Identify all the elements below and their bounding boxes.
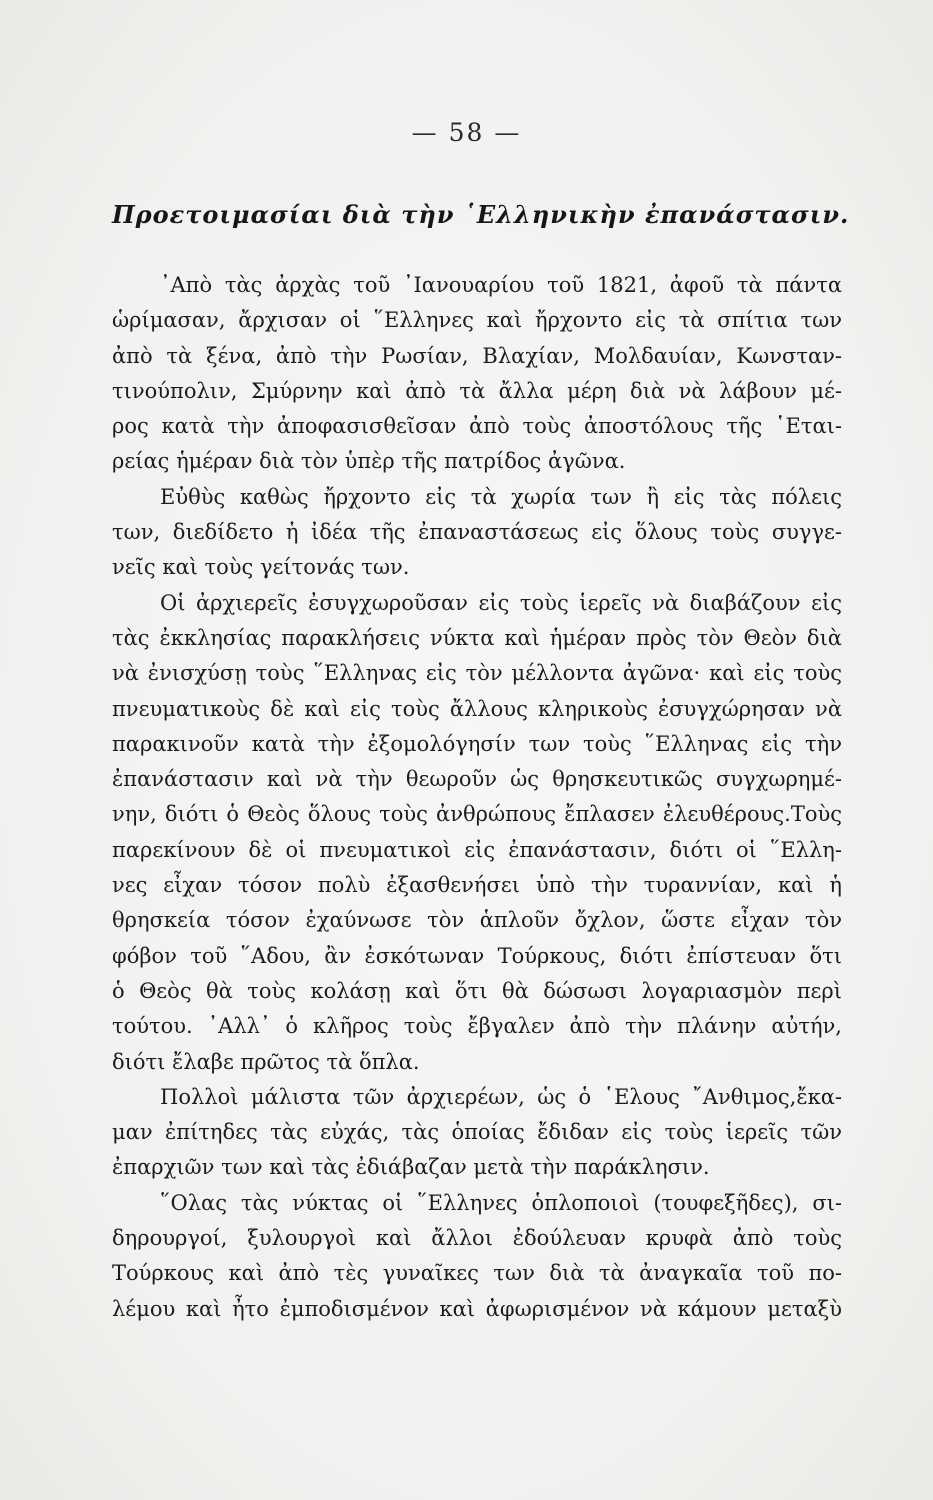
text-line: φόβον τοῦ ῞Αδου, ἂν ἐσκότωναν Τούρκους, διότι ἐπίστευαν ὅτι	[112, 943, 842, 968]
text-line: παρακινοῦν κατὰ τὴν ἐξομολόγησίν των τοὺς ῞Ελληνας εἰς τὴν	[112, 731, 842, 756]
text-line: Εὐθὺς καθὼς ἤρχοντο εἰς τὰ χωρία των ἢ εἰς τὰς πόλεις	[160, 484, 842, 509]
text-line: νες εἶχαν τόσον πολὺ ἐξασθενήσει ὑπὸ τὴν τυραννίαν, καὶ ἡ	[112, 873, 842, 898]
text-line: δηρουργοί, ξυλουργοὶ καὶ ἄλλοι ἐδούλευαν κρυφὰ ἀπὸ τοὺς	[112, 1226, 842, 1251]
text-line: νεῖς καὶ τοὺς γείτονάς των.	[112, 555, 410, 580]
text-line: τινούπολιν, Σμύρνην καὶ ἀπὸ τὰ ἄλλα μέρη διὰ νὰ λάβουν μέ-	[112, 378, 842, 403]
text-line: πνευματικοὺς δὲ καὶ εἰς τοὺς ἄλλους κληρικοὺς ἐσυγχώρησαν νὰ	[112, 696, 842, 721]
text-line: θρησκεία τόσον ἐχαύνωσε τὸν ἁπλοῦν ὄχλον, ὥστε εἶχαν τὸν	[112, 908, 842, 933]
text-line: των, διεδίδετο ἡ ἰδέα τῆς ἐπαναστάσεως εἰς ὅλους τοὺς συγγε-	[112, 520, 842, 545]
text-line: μαν ἐπίτηδες τὰς εὐχάς, τὰς ὁποίας ἔδιδαν εἰς τοὺς ἱερεῖς τῶν	[112, 1120, 842, 1145]
text-line: ἐπανάστασιν καὶ νὰ τὴν θεωροῦν ὡς θρησκευτικῶς συγχωρημέ-	[112, 767, 842, 792]
text-line: ρείας ἡμέραν διὰ τὸν ὑπὲρ τῆς πατρίδος ἀγῶνα.	[112, 449, 626, 474]
body-text	[112, 268, 842, 1327]
text-line: ἐπαρχιῶν των καὶ τὰς ἐδιάβαζαν μετὰ τὴν παράκλησιν.	[112, 1155, 710, 1180]
text-line: ρος κατὰ τὴν ἀποφασισθεῖσαν ἀπὸ τοὺς ἀποστόλους τῆς ῾Εται-	[112, 414, 842, 439]
section-title: Προετοιμασίαι διὰ τὴν ῾Ελληνικὴν ἐπανάστασιν.	[112, 200, 850, 229]
text-line: διότι ἔλαβε πρῶτος τὰ ὅπλα.	[112, 1049, 420, 1074]
text-line: ἀπὸ τὰ ξένα, ἀπὸ τὴν Ρωσίαν, Βλαχίαν, Μολδαυίαν, Κωνσταν-	[112, 343, 842, 368]
text-line: Τούρκους καὶ ἀπὸ τὲς γυναῖκες των διὰ τὰ ἀναγκαῖα τοῦ πο-	[112, 1261, 842, 1286]
text-line: τούτου. ᾿Αλλ᾿ ὁ κλῆρος τοὺς ἔβγαλεν ἀπὸ τὴν πλάνην αὐτήν,	[112, 1014, 842, 1039]
text-line: λέμου καὶ ἦτο ἐμποδισμένον καὶ ἀφωρισμένον νὰ κάμουν μεταξὺ	[112, 1296, 842, 1321]
text-line: Πολλοὶ μάλιστα τῶν ἀρχιερέων, ὡς ὁ ῾Ελους ῎Ανθιμος,ἔκα-	[160, 1084, 842, 1109]
page-number: — 58 —	[411, 118, 522, 147]
text-line: ᾿Απὸ τὰς ἀρχὰς τοῦ ᾿Ιανουαρίου τοῦ 1821, ἀφοῦ τὰ πάντα	[160, 273, 842, 297]
text-line: ῞Ολας τὰς νύκτας οἱ ῞Ελληνες ὁπλοποιοὶ (τουφεξῆδες), σι-	[160, 1190, 842, 1215]
text-line: ὡρίμασαν, ἄρχισαν οἱ ῞Ελληνες καὶ ἤρχοντο εἰς τὰ σπίτια των	[112, 308, 842, 333]
text-line: νην, διότι ὁ Θεὸς ὅλους τοὺς ἀνθρώπους ἔπλασεν ἐλευθέρους.Τοὺς	[112, 802, 842, 827]
text-line: νὰ ἐνισχύσῃ τοὺς ῞Ελληνας εἰς τὸν μέλλοντα ἀγῶνα· καὶ εἰς τοὺς	[112, 661, 842, 686]
text-line: ὁ Θεὸς θὰ τοὺς κολάσῃ καὶ ὅτι θὰ δώσωσι λογαριασμὸν περὶ	[112, 978, 842, 1003]
text-line: παρεκίνουν δὲ οἱ πνευματικοὶ εἰς ἐπανάστασιν, διότι οἱ ῞Ελλη-	[112, 837, 842, 862]
text-line: τὰς ἐκκλησίας παρακλήσεις νύκτα καὶ ἡμέραν πρὸς τὸν Θεὸν διὰ	[112, 625, 842, 650]
text-line: Οἱ ἀρχιερεῖς ἐσυγχωροῦσαν εἰς τοὺς ἱερεῖς νὰ διαβάζουν εἰς	[160, 590, 842, 615]
